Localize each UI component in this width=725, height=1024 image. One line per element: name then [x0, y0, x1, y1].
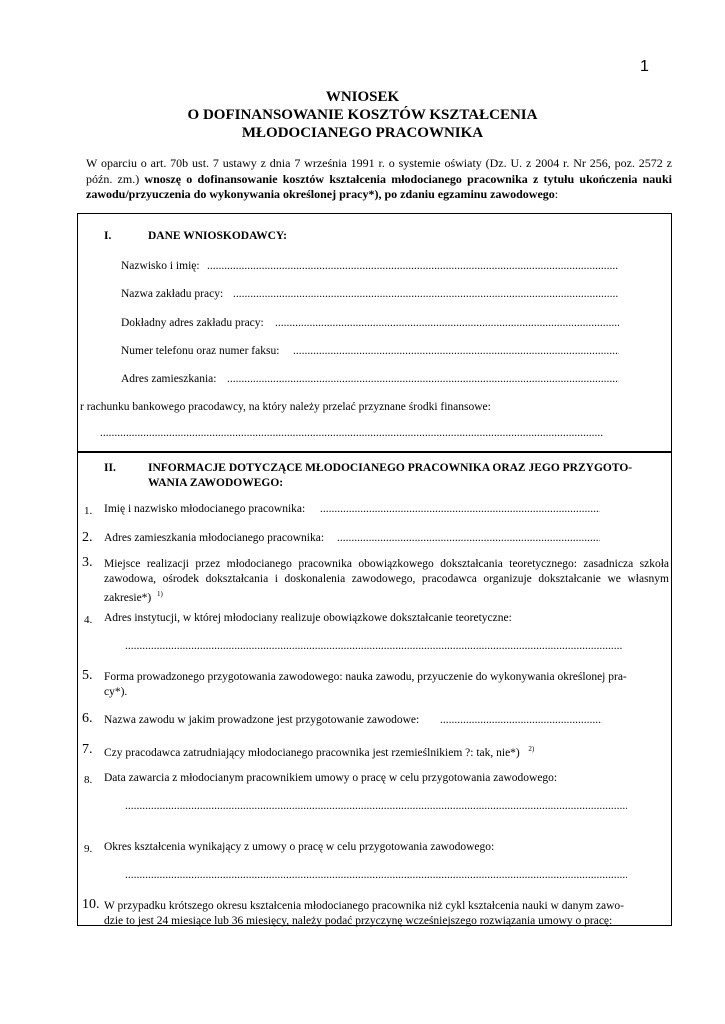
applicant-name-field[interactable]: [207, 260, 619, 272]
section2-number: II.: [104, 462, 116, 474]
item-number: 9.: [84, 843, 93, 855]
item-number: 6.: [82, 711, 93, 726]
company-name-field[interactable]: [233, 288, 619, 300]
section1-heading: DANE WNIOSKODAWCY:: [148, 230, 287, 242]
section-young-worker-box: [77, 451, 672, 926]
item-number: 5.: [82, 668, 93, 683]
item-number: 8.: [84, 774, 93, 786]
item-5-label: Forma prowadzonego przygotowania zawodowego: nauka zawodu, przyuczenie do wykonywania określonej pra-: [104, 671, 627, 683]
page-number: 1: [640, 58, 649, 75]
intro-end: :: [554, 187, 559, 201]
item-number: 4.: [84, 614, 93, 626]
phone-fax-field[interactable]: [293, 345, 619, 357]
item-6-label: Nazwa zawodu w jakim prowadzone jest przygotowanie zawodowe:: [104, 714, 420, 726]
intro-plain-text: W oparciu o art. 70b ust. 7 ustawy z dnia 7 września 1991 r. o systemie oświaty (Dz. U. z 2004 r. Nr 256, poz. 2572 z późn. zm.): [86, 156, 672, 186]
item-2-label: Adres zamieszkania młodocianego pracownika:: [104, 532, 325, 544]
section2-heading-line2: WANIA ZAWODOWEGO:: [148, 477, 284, 489]
worker-address-field[interactable]: [337, 532, 600, 544]
intro-paragraph: [86, 156, 672, 203]
contract-date-field[interactable]: [125, 800, 627, 812]
item-10-label-cont: dzie to jest 24 miesiące lub 36 miesięcy, należy podać przyczynę wcześniejszego rozwiązania umowy o pracę:: [104, 915, 613, 927]
item-3-text: [104, 557, 669, 606]
residence-address-label: Adres zamieszkania:: [121, 373, 217, 385]
item-5-label-cont: cy*).: [104, 686, 128, 698]
profession-name-field[interactable]: [440, 714, 602, 726]
residence-address-field[interactable]: [227, 373, 619, 385]
item-7-text: [104, 745, 534, 759]
form-title: WNIOSEK: [325, 89, 400, 105]
institution-address-field[interactable]: [125, 640, 623, 652]
worker-name-field[interactable]: [320, 503, 600, 515]
form-subtitle-line1: O DOFINANSOWANIE KOSZTÓW KSZTAŁCENIA: [187, 107, 538, 123]
item-number: 10.: [82, 897, 100, 912]
footnote-ref: 1): [157, 590, 163, 598]
section-applicant-box: [77, 213, 672, 453]
item-4-label: Adres instytucji, w której młodociany realizuje obowiązkowe dokształcanie teoretyczne:: [104, 612, 512, 624]
intro-bold-text: wnoszę o dofinansowanie kosztów kształcenia młodocianego pracownika z tytułu ukończenia nauki zawodu/przyuczenia do wykonywania określonej pracy*), po zdaniu egzaminu zawodowego: [86, 171, 672, 201]
item-9-label: Okres kształcenia wynikający z umowy o pracę w celu przygotowania zawodowego:: [104, 841, 495, 853]
item-8-label: Data zawarcia z młodocianym pracownikiem umowy o pracę w celu przygotowania zawodowego:: [104, 772, 558, 784]
applicant-name-label: Nazwisko i imię:: [121, 260, 200, 272]
company-name-label: Nazwa zakładu pracy:: [121, 288, 224, 300]
training-period-field[interactable]: [125, 869, 627, 881]
item-number: 3.: [82, 555, 93, 570]
item-3-label: Miejsce realizacji przez młodocianego pracownika obowiązkowego dokształcania teoretycznego: zasadnicza szkoła zawodowa, ośrodek dokształcania i doskonalenia zawodowego, pracodawca organizuje dokształcanie we własnym zakresie*): [104, 558, 669, 604]
item-7-label[interactable]: Czy pracodawca zatrudniający młodocianego pracownika jest rzemieślnikiem ?: tak, nie*): [104, 746, 520, 759]
section2-heading-line1: INFORMACJE DOTYCZĄCE MŁODOCIANEGO PRACOWNIKA ORAZ JEGO PRZYGOTO-: [148, 462, 633, 474]
phone-fax-label: Numer telefonu oraz numer faksu:: [121, 345, 280, 357]
form-subtitle-line2: MŁODOCIANEGO PRACOWNIKA: [241, 125, 484, 141]
company-address-field[interactable]: [275, 317, 619, 329]
bank-account-label: r rachunku bankowego pracodawcy, na który należy przelać przyznane środki finansowe:: [80, 401, 491, 413]
footnote-ref: 2): [528, 745, 535, 753]
item-1-label: Imię i nazwisko młodocianego pracownika:: [104, 503, 306, 515]
item-number: 7.: [82, 742, 93, 757]
section1-number: I.: [104, 230, 112, 242]
company-address-label: Dokładny adres zakładu pracy:: [121, 317, 264, 329]
item-number: 2.: [82, 530, 93, 545]
item-number: 1.: [84, 505, 93, 517]
item-10-label: W przypadku krótszego okresu kształcenia młodocianego pracownika niż cykl kształcenia nauki w danym zawo-: [104, 900, 624, 912]
bank-account-field[interactable]: [100, 427, 603, 439]
